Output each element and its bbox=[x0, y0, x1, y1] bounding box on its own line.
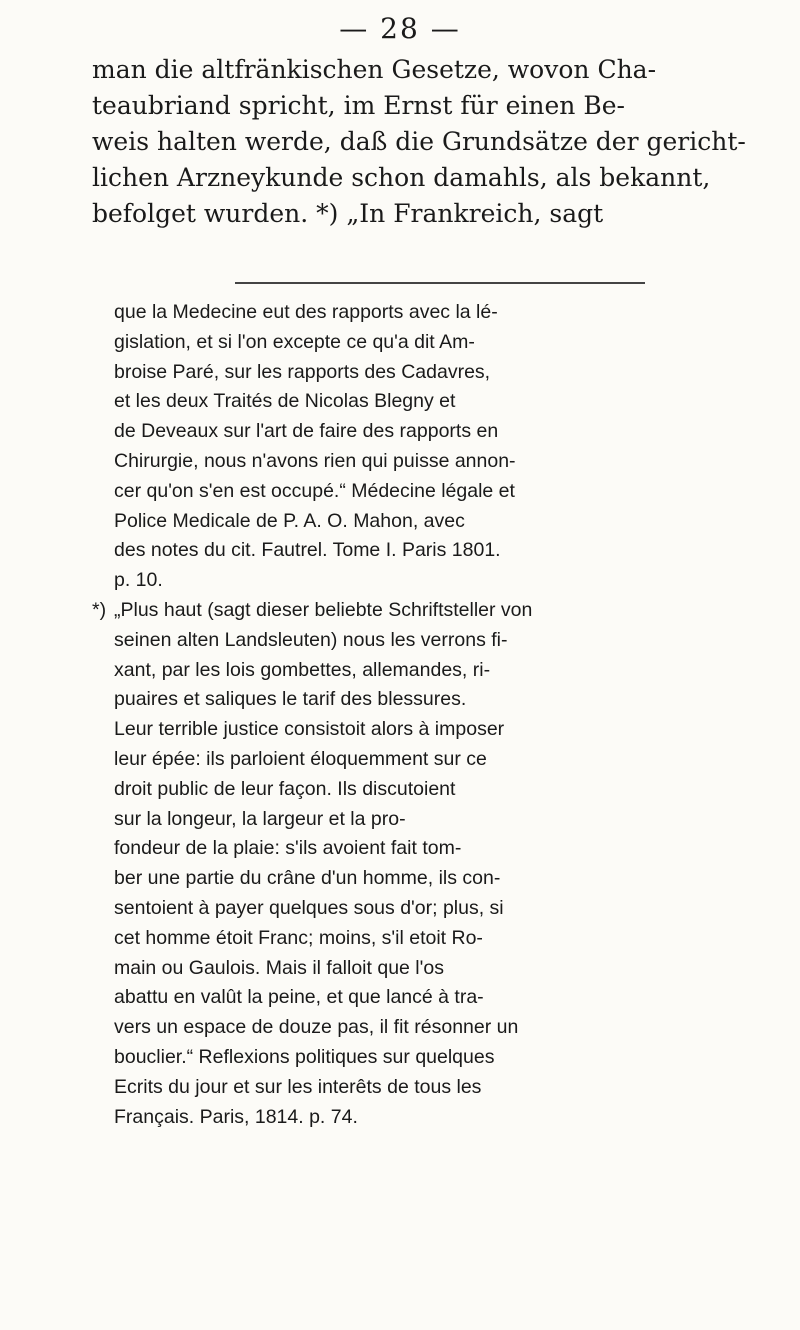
footnote-line: broise Paré, sur les rapports des Cadavres, bbox=[114, 360, 491, 383]
footnote-line: Police Medicale de P. A. O. Mahon, avec bbox=[114, 509, 465, 532]
footnotes-block bbox=[92, 298, 732, 1132]
footnote-line: des notes du cit. Fautrel. Tome I. Paris 1801. bbox=[114, 539, 501, 562]
main-text-line: teaubriand spricht, im Ernst für einen Be- bbox=[92, 91, 625, 120]
footnote-line: cet homme étoit Franc; moins, s'il etoit Ro- bbox=[114, 926, 483, 949]
main-text-line: man die altfränkischen Gesetze, wovon Cha- bbox=[92, 55, 657, 84]
footnote-line: ber une partie du crâne d'un homme, ils con- bbox=[114, 867, 501, 890]
footnote-line: gislation, et si l'on excepte ce qu'a dit Am- bbox=[114, 330, 475, 353]
footnote-line: main ou Gaulois. Mais il falloit que l'os bbox=[114, 956, 444, 979]
footnote-marker: *) bbox=[92, 598, 107, 621]
footnote-line: leur épée: ils parloient éloquemment sur ce bbox=[114, 747, 487, 770]
footnote-continuation bbox=[92, 298, 732, 596]
footnote-line: et les deux Traités de Nicolas Blegny et bbox=[114, 390, 456, 413]
footnote-line: droit public de leur façon. Ils discutoient bbox=[114, 777, 456, 800]
footnote-line: que la Medecine eut des rapports avec la lé- bbox=[114, 301, 498, 323]
footnote-line: bouclier.“ Reflexions politiques sur quelques bbox=[114, 1045, 495, 1068]
footnote-line: xant, par les lois gombettes, allemandes, ri- bbox=[114, 658, 491, 681]
footnote-line: abattu en valût la peine, et que lancé à tra- bbox=[114, 986, 484, 1009]
main-text-line: befolget wurden. *) „In Frankreich, sagt bbox=[92, 199, 604, 228]
footnote-line: de Deveaux sur l'art de faire des rapports en bbox=[114, 420, 499, 443]
footnote-line: seinen alten Landsleuten) nous les verrons fi- bbox=[114, 628, 508, 651]
footnote-star bbox=[92, 596, 732, 1132]
footnote-divider bbox=[235, 282, 645, 284]
footnote-line: sentoient à payer quelques sous d'or; plus, si bbox=[114, 896, 504, 919]
footnote-line: Leur terrible justice consistoit alors à imposer bbox=[114, 718, 505, 741]
footnote-line: Chirurgie, nous n'avons rien qui puisse annon- bbox=[114, 449, 516, 472]
footnote-line: „Plus haut (sagt dieser beliebte Schriftsteller von bbox=[114, 598, 533, 621]
footnote-line: sur la longeur, la largeur et la pro- bbox=[114, 807, 406, 830]
footnote-line: Français. Paris, 1814. p. 74. bbox=[114, 1105, 358, 1128]
main-text-line: weis halten werde, daß die Grundsätze der gericht- bbox=[92, 127, 746, 156]
footnote-line: fondeur de la plaie: s'ils avoient fait tom- bbox=[114, 837, 462, 860]
footnote-line: puaires et saliques le tarif des blessures. bbox=[114, 688, 467, 711]
footnote-line: p. 10. bbox=[114, 569, 163, 592]
main-text-line: lichen Arzneykunde schon damahls, als bekannt, bbox=[92, 163, 711, 192]
footnote-line: Ecrits du jour et sur les interêts de tous les bbox=[114, 1075, 482, 1098]
footnote-line: vers un espace de douze pas, il fit résonner un bbox=[114, 1016, 519, 1039]
footnote-line: cer qu'on s'en est occupé.“ Médecine légale et bbox=[114, 479, 515, 502]
main-text-block bbox=[92, 52, 746, 232]
page-number: — 28 — bbox=[339, 12, 461, 45]
